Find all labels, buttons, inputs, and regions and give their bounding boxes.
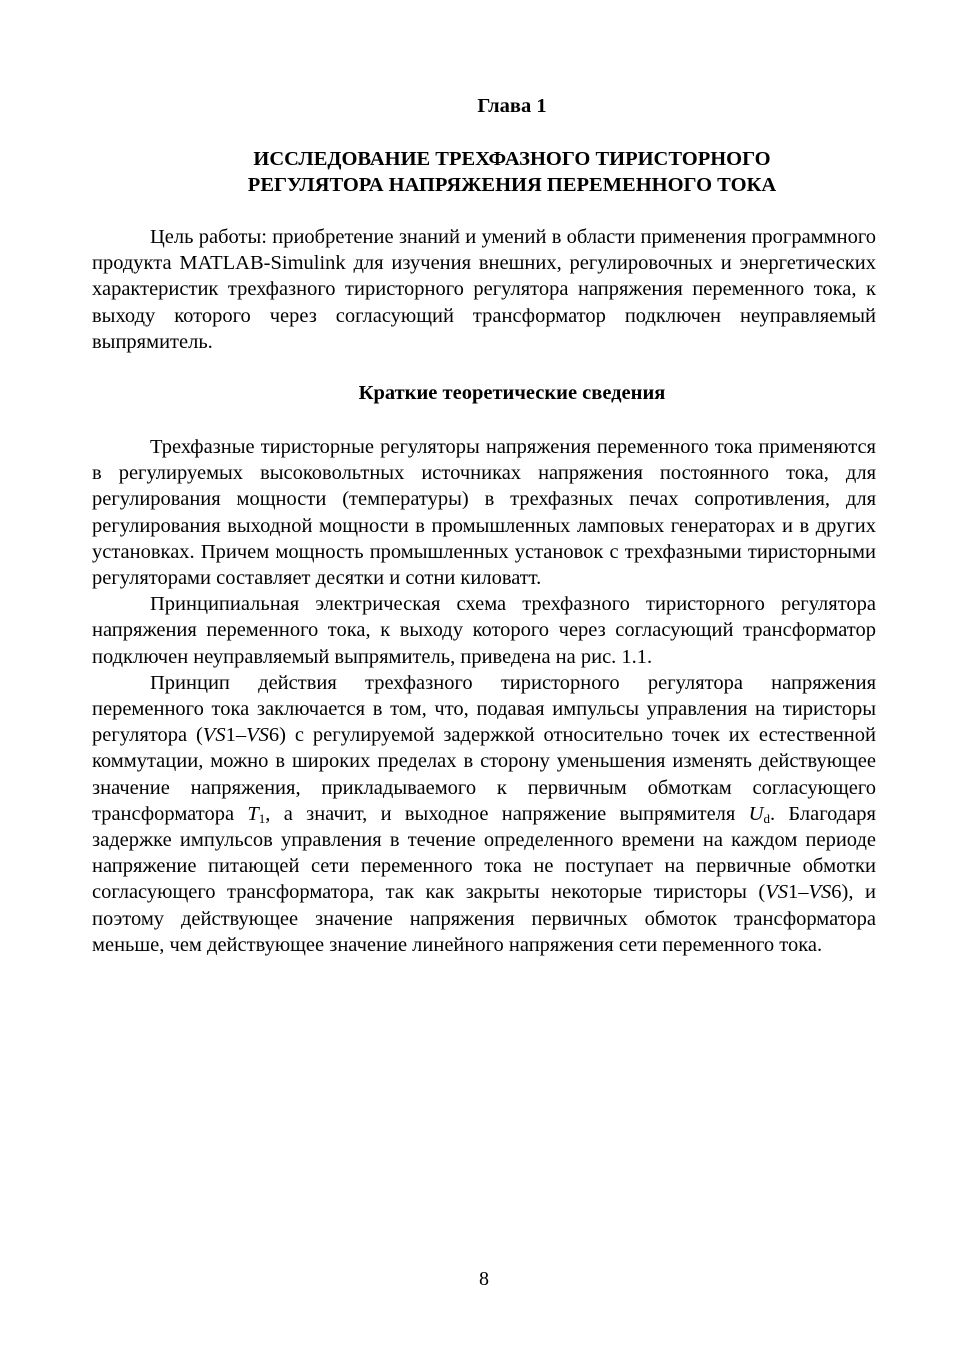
paragraph-3-text: . Благодаря задержке импульсов управления в течение определенного времени на каждом периоде напряжение питающей сети переменного тока не поступает на первичные обмотки согласующего трансформатора, так как закрыты некоторые тиристоры ( (92, 802, 876, 904)
paragraph-3-text: 6) с регулируемой задержкой относительно точек их естественной коммутации, можно в широких пределах в сторону уменьшения изменять действующее значение напряжения, прикладываемого к первичным обмоткам согласующего трансформатора (92, 724, 876, 825)
thyristor-symbol: VS (202, 724, 226, 747)
purpose-block (92, 224, 876, 355)
paragraph-3-text: , а значит, и выходное напряжение выпрямителя (265, 802, 749, 825)
chapter-heading: Глава 1 (477, 95, 547, 117)
chapter-title (92, 146, 932, 198)
purpose-paragraph: Цель работы: приобретение знаний и умений в области применения программного продукта MATLAB-Simulink для изучения внешних, регулировочных и энергетических характеристик трехфазного тиристорного регулятора напряжения переменного тока, к выходу которого через согласующий трансформатор подключен неуправляемый выпрямитель. (92, 226, 876, 353)
paragraph-3-text: Принцип действия трехфазного тиристорного регулятора напряжения переменного тока заключается в том, что, подавая импульсы управления на тиристоры регулятора ( (92, 671, 876, 747)
thyristor-symbol: VS (808, 881, 832, 904)
paragraph-3-text: 1– (788, 881, 809, 904)
paragraph-3-text: 6), и поэтому действующее значение напряжения первичных обмоток трансформатора меньше, чем действующее значение линейного напряжения сети переменного тока. (92, 881, 876, 956)
chapter-title-line-1: ИССЛЕДОВАНИЕ ТРЕХФАЗНОГО ТИРИСТОРНОГО (253, 148, 771, 170)
transformer-subscript: 1 (258, 810, 266, 826)
paragraph-3 (92, 670, 876, 958)
paragraph-2: Принципиальная электрическая схема трехфазного тиристорного регулятора напряжения переменного тока, к выходу которого через согласующий трансформатор подключен неуправляемый выпрямитель, приведена на рис. 1.1. (92, 593, 876, 668)
chapter-title-line-2: РЕГУЛЯТОРА НАПРЯЖЕНИЯ ПЕРЕМЕННОГО ТОКА (247, 174, 777, 196)
section-heading: Краткие теоретические сведения (358, 382, 666, 404)
voltage-symbol: U (748, 802, 764, 825)
paragraph-3-text: 1– (225, 724, 247, 747)
document-page (92, 0, 876, 1369)
transformer-symbol: T (247, 802, 259, 825)
thyristor-symbol: VS (246, 724, 269, 747)
page-number: 8 (479, 1268, 489, 1290)
paragraph-1: Трехфазные тиристорные регуляторы напряжения переменного тока применяются в регулируемых высоковольтных источниках напряжения постоянного тока, для регулирования мощности (температуры) в трехфазных печах сопротивления, для регулирования выходной мощности в промышленных ламповых генераторах и в других установках. Причем мощность промышленных установок с трехфазными тиристорными регуляторами составляет десятки и сотни киловатт. (92, 436, 876, 590)
body-text (92, 434, 876, 958)
thyristor-symbol: VS (765, 881, 789, 904)
voltage-subscript: d (763, 810, 770, 826)
